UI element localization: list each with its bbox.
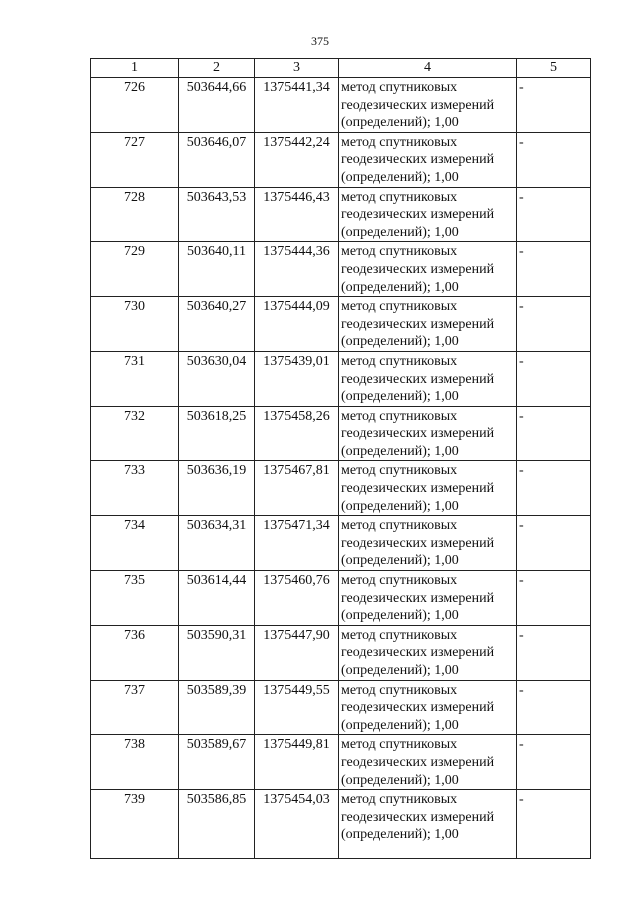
page-number: 375	[311, 34, 329, 48]
table-row	[91, 351, 591, 406]
method-text-line: метод спутниковых	[341, 134, 458, 150]
method-cell	[339, 625, 517, 680]
method-cell	[339, 735, 517, 790]
y-coordinate-cell: 1375449,55	[255, 680, 339, 735]
y-coordinate-cell: 1375446,43	[255, 187, 339, 242]
method-cell	[339, 187, 517, 242]
method-cell	[339, 680, 517, 735]
note-cell: -	[517, 516, 591, 571]
x-coordinate-cell: 503646,07	[179, 132, 255, 187]
method-text-line: метод спутниковых	[341, 463, 458, 479]
y-coordinate-cell: 1375444,36	[255, 242, 339, 297]
x-coordinate-cell: 503640,11	[179, 242, 255, 297]
x-coordinate-cell: 503586,85	[179, 790, 255, 859]
method-text-line: метод спутниковых	[341, 299, 458, 315]
x-coordinate-cell: 503644,66	[179, 78, 255, 133]
y-coordinate-cell: 1375444,09	[255, 297, 339, 352]
method-text-line: геодезических измерений	[341, 754, 495, 770]
point-number-cell: 729	[91, 242, 179, 297]
note-cell: -	[517, 735, 591, 790]
y-coordinate-cell: 1375467,81	[255, 461, 339, 516]
method-text-line: геодезических измерений	[341, 645, 495, 661]
column-header-2: 2	[179, 59, 255, 78]
note-cell: -	[517, 132, 591, 187]
column-header-5: 5	[517, 59, 591, 78]
table-row	[91, 516, 591, 571]
point-number-cell: 726	[91, 78, 179, 133]
x-coordinate-cell: 503589,67	[179, 735, 255, 790]
y-coordinate-cell: 1375458,26	[255, 406, 339, 461]
method-text-line: (определений); 1,00	[341, 608, 459, 624]
note-cell: -	[517, 571, 591, 626]
x-coordinate-cell: 503630,04	[179, 351, 255, 406]
method-text-line: метод спутниковых	[341, 682, 458, 698]
method-text-line: (определений); 1,00	[341, 498, 459, 514]
point-number-cell: 736	[91, 625, 179, 680]
method-text-line: (определений); 1,00	[341, 224, 459, 240]
method-text-line: (определений); 1,00	[341, 443, 459, 459]
y-coordinate-cell: 1375447,90	[255, 625, 339, 680]
point-number-cell: 739	[91, 790, 179, 859]
table-row	[91, 735, 591, 790]
column-header-4: 4	[339, 59, 517, 78]
method-text-line: (определений); 1,00	[341, 827, 459, 843]
table-row	[91, 242, 591, 297]
method-text-line: геодезических измерений	[341, 261, 495, 277]
method-text-line: геодезических измерений	[341, 371, 495, 387]
method-text-line: метод спутниковых	[341, 518, 458, 534]
method-text-line: геодезических измерений	[341, 590, 495, 606]
method-text-line: (определений); 1,00	[341, 772, 459, 788]
method-cell	[339, 461, 517, 516]
method-text-line: геодезических измерений	[341, 481, 495, 497]
note-cell: -	[517, 461, 591, 516]
x-coordinate-cell: 503590,31	[179, 625, 255, 680]
table-row	[91, 680, 591, 735]
x-coordinate-cell: 503614,44	[179, 571, 255, 626]
table-row	[91, 78, 591, 133]
point-number-cell: 733	[91, 461, 179, 516]
table-row	[91, 790, 591, 859]
method-cell	[339, 297, 517, 352]
point-number-cell: 728	[91, 187, 179, 242]
method-cell	[339, 78, 517, 133]
point-number-cell: 738	[91, 735, 179, 790]
x-coordinate-cell: 503643,53	[179, 187, 255, 242]
note-cell: -	[517, 78, 591, 133]
method-text-line: (определений); 1,00	[341, 334, 459, 350]
method-cell	[339, 571, 517, 626]
y-coordinate-cell: 1375442,24	[255, 132, 339, 187]
method-text-line: метод спутниковых	[341, 627, 458, 643]
method-text-line: геодезических измерений	[341, 535, 495, 551]
method-text-line: геодезических измерений	[341, 207, 495, 223]
x-coordinate-cell: 503636,19	[179, 461, 255, 516]
y-coordinate-cell: 1375471,34	[255, 516, 339, 571]
method-text-line: метод спутниковых	[341, 408, 458, 424]
method-text-line: метод спутниковых	[341, 792, 458, 808]
point-number-cell: 734	[91, 516, 179, 571]
point-number-cell: 737	[91, 680, 179, 735]
table-row	[91, 571, 591, 626]
coordinates-table	[90, 58, 591, 859]
method-cell	[339, 132, 517, 187]
method-cell	[339, 351, 517, 406]
y-coordinate-cell: 1375441,34	[255, 78, 339, 133]
note-cell: -	[517, 625, 591, 680]
method-cell	[339, 406, 517, 461]
table-row	[91, 297, 591, 352]
method-text-line: (определений); 1,00	[341, 279, 459, 295]
note-cell: -	[517, 297, 591, 352]
y-coordinate-cell: 1375449,81	[255, 735, 339, 790]
method-text-line: геодезических измерений	[341, 426, 495, 442]
method-text-line: метод спутниковых	[341, 189, 458, 205]
table-row	[91, 187, 591, 242]
note-cell: -	[517, 406, 591, 461]
x-coordinate-cell: 503618,25	[179, 406, 255, 461]
method-text-line: геодезических измерений	[341, 152, 495, 168]
point-number-cell: 727	[91, 132, 179, 187]
method-cell	[339, 790, 517, 859]
note-cell: -	[517, 242, 591, 297]
point-number-cell: 730	[91, 297, 179, 352]
method-text-line: (определений); 1,00	[341, 717, 459, 733]
table-header-row	[91, 59, 591, 78]
method-text-line: (определений); 1,00	[341, 115, 459, 131]
method-text-line: (определений); 1,00	[341, 553, 459, 569]
table-row	[91, 406, 591, 461]
method-text-line: геодезических измерений	[341, 97, 495, 113]
point-number-cell: 735	[91, 571, 179, 626]
y-coordinate-cell: 1375439,01	[255, 351, 339, 406]
point-number-cell: 731	[91, 351, 179, 406]
point-number-cell: 732	[91, 406, 179, 461]
method-cell	[339, 516, 517, 571]
column-header-1: 1	[91, 59, 179, 78]
method-text-line: геодезических измерений	[341, 809, 495, 825]
table-row	[91, 625, 591, 680]
table-row	[91, 132, 591, 187]
note-cell: -	[517, 187, 591, 242]
x-coordinate-cell: 503589,39	[179, 680, 255, 735]
method-text-line: метод спутниковых	[341, 244, 458, 260]
method-text-line: (определений); 1,00	[341, 169, 459, 185]
note-cell: -	[517, 351, 591, 406]
note-cell: -	[517, 680, 591, 735]
x-coordinate-cell: 503634,31	[179, 516, 255, 571]
table-row	[91, 461, 591, 516]
method-text-line: (определений); 1,00	[341, 663, 459, 678]
method-text-line: геодезических измерений	[341, 316, 495, 332]
method-text-line: метод спутниковых	[341, 80, 458, 95]
method-text-line: метод спутниковых	[341, 353, 458, 369]
y-coordinate-cell: 1375454,03	[255, 790, 339, 859]
method-text-line: метод спутниковых	[341, 737, 458, 753]
column-header-3: 3	[255, 59, 339, 78]
method-text-line: (определений); 1,00	[341, 389, 459, 405]
method-cell	[339, 242, 517, 297]
method-text-line: метод спутниковых	[341, 573, 458, 589]
x-coordinate-cell: 503640,27	[179, 297, 255, 352]
y-coordinate-cell: 1375460,76	[255, 571, 339, 626]
table-body	[91, 78, 591, 859]
method-text-line: геодезических измерений	[341, 700, 495, 716]
note-cell: -	[517, 790, 591, 859]
